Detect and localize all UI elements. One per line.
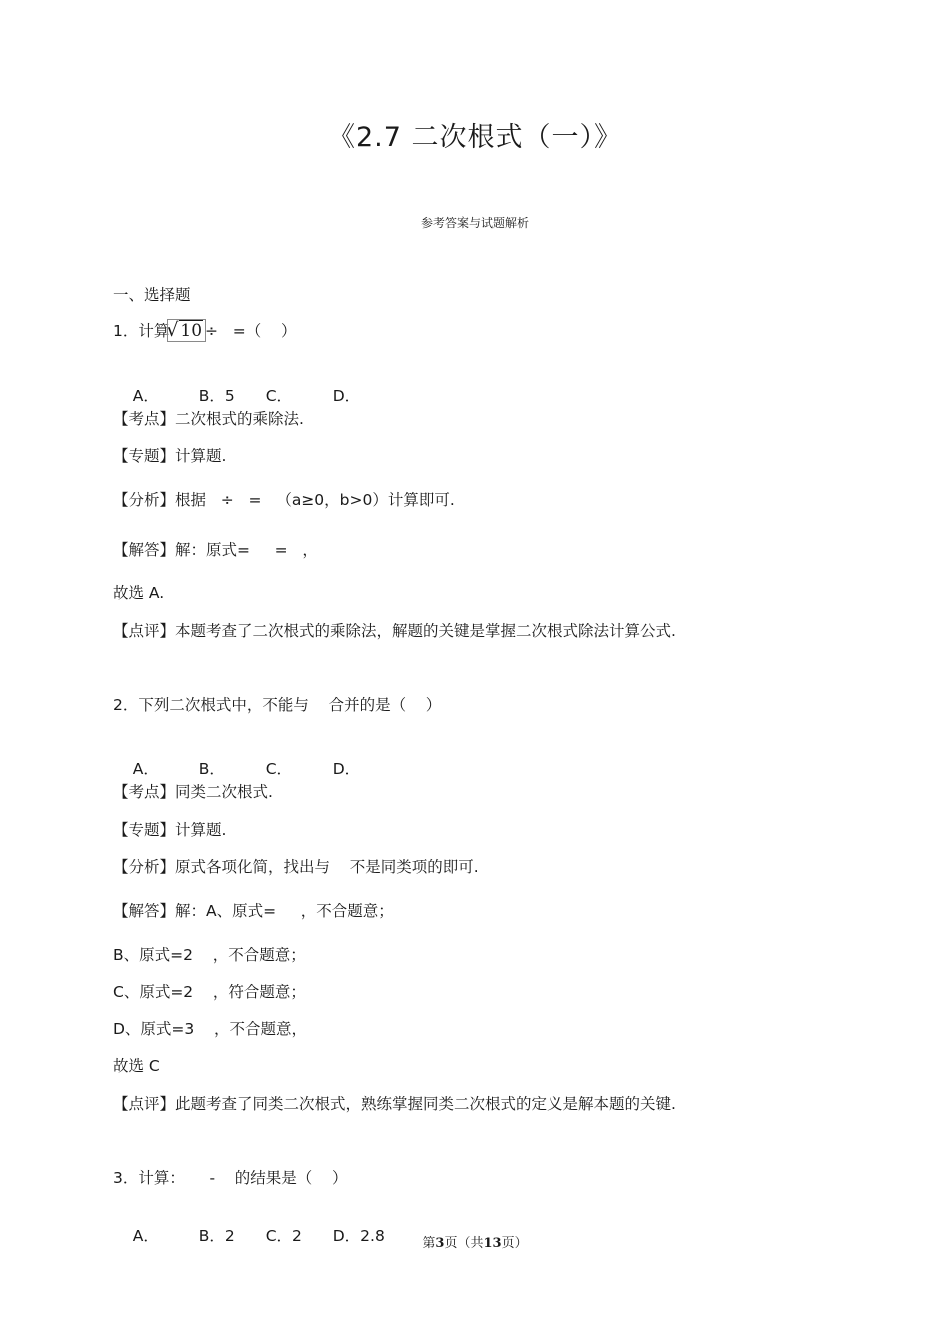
q1-option-c: C． [265, 387, 293, 405]
q3-stem: 3．计算： - 的结果是（ ） [113, 1169, 348, 1187]
q2-option-d: D． [332, 760, 361, 778]
q2-fenxi: 【分析】原式各项化简，找出与 不是同类项的即可. [113, 858, 479, 876]
q1-option-a: A． [132, 387, 159, 405]
q1-radicand: 10 [180, 321, 203, 341]
q1-option-d: D． [332, 387, 361, 405]
footer-total-pages: 13 [483, 1236, 502, 1251]
q2-dianping: 【点评】此题考查了同类二次根式，熟练掌握同类二次根式的定义是解本题的关键. [113, 1095, 676, 1113]
page-title: 《2.7 二次根式（一）》 [327, 122, 623, 153]
q3-option-b: B．2 [198, 1227, 235, 1245]
selection-box [167, 319, 206, 342]
q1-zhuanti: 【专题】计算题. [113, 447, 227, 465]
page-subtitle: 参考答案与试题解析 [420, 216, 529, 230]
q2-option-c: C． [265, 760, 293, 778]
footer-prefix: 第 [422, 1236, 436, 1251]
q2-step-c: C、原式=2 ，符合题意； [113, 983, 306, 1001]
q2-step-b: B、原式=2 ，不合题意； [113, 946, 306, 964]
q2-stem: 2．下列二次根式中，不能与 合并的是（ ） [113, 696, 442, 714]
q3-option-a: A． [132, 1227, 159, 1245]
q2-step-d: D、原式=3 ，不合题意， [113, 1020, 307, 1038]
q1-kaodian: 【考点】二次根式的乘除法. [113, 410, 304, 428]
q2-zhuanti: 【专题】计算题. [113, 821, 227, 839]
q2-option-a: A． [132, 760, 159, 778]
q2-option-b: B． [198, 760, 225, 778]
q1-stem-suffix: ÷ =（ ） [205, 322, 297, 340]
section-heading: 一、选择题 [113, 286, 191, 304]
q1-jieda: 【解答】解：原式= = ， [113, 541, 318, 559]
q2-answer: 故选 C [113, 1057, 160, 1075]
q1-stem [113, 321, 296, 341]
q2-jieda: 【解答】解：A、原式= ，不合题意； [113, 902, 394, 920]
q1-fenxi: 【分析】根据 ÷ = （a≥0，b>0）计算即可. [113, 491, 455, 509]
q1-answer: 故选 A. [113, 584, 165, 602]
q3-option-c: C．2 [265, 1227, 302, 1245]
footer-suffix: 页） [501, 1236, 528, 1251]
footer-page-number: 3 [435, 1236, 445, 1251]
sqrt-expression [169, 321, 203, 341]
q1-dianping: 【点评】本题考查了二次根式的乘除法，解题的关键是掌握二次根式除法计算公式. [113, 622, 676, 640]
q1-option-b: B．5 [198, 387, 235, 405]
q3-option-d: D．2.8 [332, 1227, 385, 1245]
footer-mid: 页（共 [444, 1236, 484, 1251]
q2-kaodian: 【考点】同类二次根式. [113, 783, 273, 801]
page-footer [0, 1232, 950, 1251]
q1-stem-prefix: 1．计算 [113, 322, 170, 340]
